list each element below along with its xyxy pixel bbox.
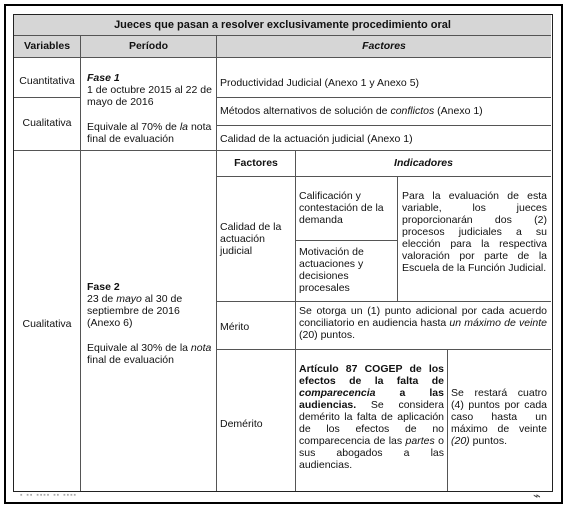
calidad-label: Calidad de la actuación judicial <box>220 221 282 257</box>
row-label-cualitativa-2: Cualitativa <box>22 318 72 330</box>
evaluation-table <box>13 14 553 492</box>
document-page <box>4 4 563 504</box>
footer-smudge: ▪ ▪▪ ▪▪▪▪ ▪▪ ▪▪▪▪ <box>20 492 78 499</box>
calidad-indicator-1: Calificación y contestación de la demanda <box>299 190 384 226</box>
header-factores: Factores <box>362 40 406 52</box>
demerito-label: Demérito <box>220 418 263 430</box>
fase1-block <box>87 72 212 145</box>
row-label-cualitativa-1: Cualitativa <box>22 117 72 129</box>
calidad-description: Para la evaluación de esta variable, los jueces proporcionarán dos (2) procesos judiciales a su elección para la respectiva valoración por parte de la Escuela de la Función Judicial. <box>402 190 547 274</box>
calidad-indicator-2: Motivación de actuaciones y decisiones procesales <box>299 246 364 294</box>
fase2-block <box>87 281 212 366</box>
header-periodo: Período <box>128 40 169 52</box>
corner-mark: ⌁ <box>533 488 541 503</box>
row-label-cuantitativa: Cuantitativa <box>19 75 75 87</box>
fase1-title: Fase 1 <box>87 72 120 84</box>
fase1-dates: 1 de octubre 2015 al 22 de mayo de 2016 <box>87 84 212 108</box>
fase2-weight: Equivale al 30% de la nota final de evaluación <box>87 342 212 366</box>
fase2-title: Fase 2 <box>87 281 120 293</box>
header-variables: Variables <box>23 40 71 52</box>
subheader-indicadores: Indicadores <box>394 157 453 169</box>
merito-label: Mérito <box>220 321 250 333</box>
factor-productividad: Productividad Judicial (Anexo 1 y Anexo 5) <box>220 77 420 89</box>
factor-calidad: Calidad de la actuación judicial (Anexo 1) <box>220 133 413 145</box>
merito-text: Se otorga un (1) punto adicional por cada acuerdo conciliatorio en audiencia hasta un máximo de veinte (20) puntos. <box>299 305 547 341</box>
factor-metodos: Métodos alternativos de solución de conflictos (Anexo 1) <box>220 105 483 117</box>
fase1-weight: Equivale al 70% de la nota final de evaluación <box>87 121 212 145</box>
demerito-penalty: Se restará cuatro (4) puntos por cada caso hasta un máximo de veinte (20) puntos. <box>451 387 547 447</box>
demerito-article: Artículo 87 COGEP de los efectos de la falta de comparecencia a las audiencias. Se considera demérito la falta de aplicación de los efectos de no comparecencia de las partes o sus abogados a las audiencias. <box>299 363 444 471</box>
subheader-factores: Factores <box>234 157 278 169</box>
fase2-dates: 23 de mayo al 30 de septiembre de 2016 (Anexo 6) <box>87 293 183 329</box>
table-title: Jueces que pasan a resolver exclusivamente procedimiento oral <box>14 15 551 35</box>
